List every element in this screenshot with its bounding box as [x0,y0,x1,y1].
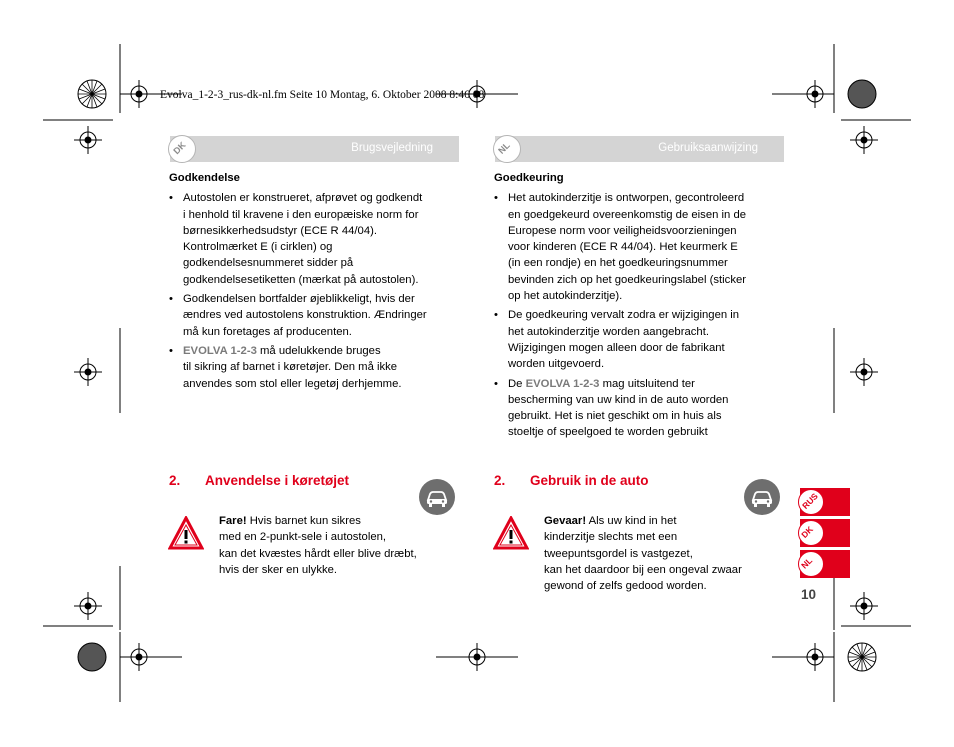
brand-name: EVOLVA 1-2-3 [525,377,600,390]
left-bullet-1: • Autostolen er konstrueret, afprøvet og godkendt i henhold til kravene i den europæiske norm for børnesikkerhedsudstyr (ECE R 44/04). Kontrolmærket E (i cirklen) og godkendelsesnummeret sidder på godkendelsesetiketten (mærkat på autostolen). [169,190,464,288]
print-header: Evolva_1-2-3_rus-dk-nl.fm Seite 10 Montag, 6. Oktober 2008 8:46 08 [160,89,485,101]
left-header-bar [170,136,459,162]
right-heading: Goedkeuring [494,172,564,184]
language-tab-nl[interactable]: NL [800,550,850,578]
right-bullet-2: • De goedkeuring vervalt zodra er wijzigingen in het autokinderzitje worden aangebracht. Wijzigingen mogen alleen door de fabrikant worden uitgevoerd. [494,307,789,372]
left-bullet-3: • EVOLVA 1-2-3 må udelukkende bruges til sikring af barnet i køretøjer. Den må ikke anvendes som stol eller legetøj derhjemme. [169,343,464,392]
left-approval-section [169,170,464,395]
right-header-label: Gebruiksaanwijzing [658,142,758,154]
right-bullet-3: • De EVOLVA 1-2-3 mag uitsluitend ter bescherming van uw kind in de auto worden gebruikt. Het is niet geschikt om in huis als stoeltje of speelgoed te worden gebruikt [494,376,789,441]
right-warning-text: Gevaar! Als uw kind in het kinderzitje slechts met een tweepuntsgordel is vastgezet, kan het daardoor bij een ongeval zwaar gewond of zelfs gedood worden. [544,515,742,593]
page-number: 10 [801,587,817,602]
left-header-label: Brugsvejledning [351,142,433,154]
right-approval-section [494,170,789,444]
car-icon [419,479,455,515]
left-language-badge: DK [168,135,196,163]
left-warning-text: Fare! Hvis barnet kun sikres med en 2-punkt-sele i autostolen, kan det kvæstes hårdt eller blive dræbt, hvis der sker en ulykke. [219,515,417,576]
right-header-bar [495,136,784,162]
right-language-badge: NL [493,135,521,163]
right-bullet-1: • Het autokinderzitje is ontworpen, gecontroleerd en goedgekeurd overeenkomstig de eisen in de Europese norm voor veiligheidsvoorzieningen voor kinderen (ECE R 44/04). Het keurmerk E (in een rondje) en het goedkeuringsnummer bevinden zich op het goedkeuringslabel (sticker op het autokinderzitje). [494,190,789,304]
car-icon [744,479,780,515]
language-tab-dk[interactable]: DK [800,519,850,547]
language-tab-rus[interactable]: RUS [800,488,850,516]
warning-triangle-icon [493,516,529,550]
warning-triangle-icon [168,516,204,550]
brand-name: EVOLVA 1-2-3 [183,344,257,357]
left-bullet-2: • Godkendelsen bortfalder øjeblikkeligt, hvis der ændres ved autostolens konstruktion. Ændringer må kun foretages af producenten. [169,291,464,340]
left-heading: Godkendelse [169,172,240,184]
